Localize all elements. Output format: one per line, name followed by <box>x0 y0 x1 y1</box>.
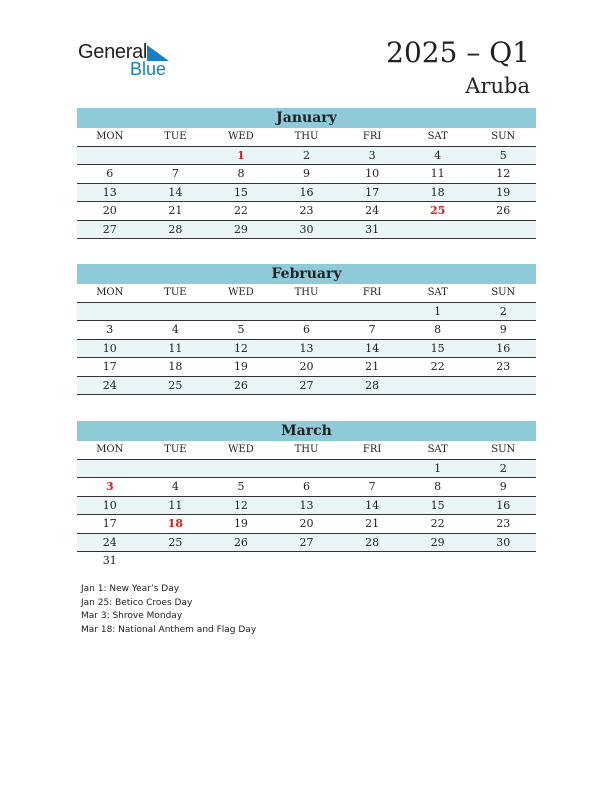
day-cell: 21 <box>168 204 183 217</box>
month-title: January <box>77 108 536 128</box>
holiday-date: 1 <box>237 148 245 162</box>
day-cell: 18 <box>430 185 445 199</box>
weekday-label: TUE <box>164 287 187 298</box>
day-cell: 8 <box>237 167 245 180</box>
day-cell: 11 <box>430 167 445 180</box>
day-cell: 14 <box>365 341 380 355</box>
day-cell: 1 <box>434 461 442 475</box>
weekday-label: FRI <box>362 444 382 455</box>
weekday-label: SAT <box>427 287 448 298</box>
month-january <box>77 108 536 239</box>
weekday-label: FRI <box>362 287 382 298</box>
week-row <box>77 147 536 166</box>
day-cell <box>274 460 340 478</box>
day-cell: 15 <box>430 341 445 355</box>
weekday-label: SUN <box>491 131 516 142</box>
day-cell: 5 <box>237 323 245 336</box>
week-row <box>77 478 536 497</box>
day-cell: 18 <box>168 360 183 373</box>
day-cell: 20 <box>102 204 117 217</box>
month-february <box>77 264 536 395</box>
weekday-label: SUN <box>491 287 516 298</box>
day-cell <box>208 303 274 321</box>
day-cell: 17 <box>102 517 117 530</box>
day-cell: 8 <box>434 323 442 336</box>
weekday-label: TUE <box>164 131 187 142</box>
day-cell: 16 <box>496 498 511 512</box>
day-cell: 17 <box>102 360 117 373</box>
day-cell: 20 <box>299 360 314 373</box>
day-cell: 13 <box>102 185 117 199</box>
day-cell: 23 <box>496 360 511 373</box>
day-cell: 10 <box>102 498 117 512</box>
day-cell: 19 <box>233 517 248 530</box>
day-cell: 30 <box>299 222 314 236</box>
day-cell: 26 <box>496 204 511 217</box>
day-cell <box>143 460 209 478</box>
day-cell: 12 <box>233 498 248 512</box>
day-cell <box>470 221 536 239</box>
day-cell: 1 <box>434 304 442 318</box>
holiday-notes <box>81 583 256 638</box>
day-cell: 4 <box>171 323 179 336</box>
day-cell <box>339 460 405 478</box>
day-cell: 9 <box>303 167 311 180</box>
week-row <box>77 497 536 516</box>
week-row <box>77 221 536 240</box>
month-title: February <box>77 264 536 284</box>
day-cell: 14 <box>365 498 380 512</box>
weekday-header-row <box>77 284 536 303</box>
day-cell: 9 <box>499 480 507 493</box>
day-cell: 4 <box>434 148 442 162</box>
day-cell: 10 <box>102 341 117 355</box>
weekday-label: WED <box>228 444 254 455</box>
day-cell <box>208 552 274 570</box>
day-cell: 22 <box>233 204 248 217</box>
day-cell: 4 <box>171 480 179 493</box>
day-cell <box>405 552 471 570</box>
day-cell <box>143 147 209 165</box>
week-row <box>77 377 536 396</box>
weekday-label: TUE <box>164 444 187 455</box>
day-cell: 8 <box>434 480 442 493</box>
day-cell: 7 <box>368 480 376 493</box>
day-cell <box>470 377 536 395</box>
logo-general-text: General <box>78 41 148 63</box>
month-title: March <box>77 421 536 441</box>
day-cell: 16 <box>496 341 511 355</box>
holiday-note: Mar 18: National Anthem and Flag Day <box>81 625 257 636</box>
day-cell: 20 <box>299 517 314 530</box>
weekday-header-row <box>77 128 536 147</box>
day-cell: 24 <box>365 204 380 217</box>
holiday-note: Mar 3: Shrove Monday <box>81 611 183 622</box>
weekday-label: THU <box>294 131 319 142</box>
day-cell: 7 <box>171 167 179 180</box>
day-cell: 13 <box>299 341 314 355</box>
weekday-label: SAT <box>427 444 448 455</box>
weekday-label: THU <box>294 444 319 455</box>
day-cell: 21 <box>365 517 380 530</box>
day-cell: 27 <box>299 378 314 392</box>
day-cell: 22 <box>430 517 445 530</box>
day-cell: 5 <box>499 148 507 162</box>
weekday-header-row <box>77 441 536 460</box>
week-row <box>77 340 536 359</box>
weekday-label: SUN <box>491 444 516 455</box>
generalblue-logo <box>78 42 166 78</box>
day-cell: 25 <box>168 378 183 392</box>
day-cell: 28 <box>168 222 183 236</box>
day-cell: 24 <box>102 535 117 549</box>
day-cell: 11 <box>168 341 183 355</box>
day-cell: 26 <box>233 378 248 392</box>
day-cell: 12 <box>496 167 511 180</box>
week-row <box>77 515 536 534</box>
day-cell: 14 <box>168 185 183 199</box>
day-cell <box>77 303 143 321</box>
week-row <box>77 303 536 322</box>
week-row <box>77 534 536 553</box>
holiday-note: Jan 25: Betico Croes Day <box>81 597 193 608</box>
logo-blue-text: Blue <box>130 59 167 79</box>
day-cell: 29 <box>430 535 445 549</box>
day-cell: 19 <box>496 185 511 199</box>
day-cell: 17 <box>365 185 380 199</box>
day-cell: 30 <box>496 535 511 549</box>
day-cell: 9 <box>499 323 507 336</box>
holiday-note: Jan 1: New Year’s Day <box>81 584 180 594</box>
day-cell: 29 <box>233 222 248 236</box>
day-cell: 26 <box>233 535 248 549</box>
day-cell <box>274 303 340 321</box>
weekday-label: FRI <box>362 131 382 142</box>
page-title: 2025 – Q1 <box>386 36 530 69</box>
day-cell: 19 <box>233 360 248 373</box>
day-cell: 31 <box>365 222 380 236</box>
week-row <box>77 165 536 184</box>
day-cell: 15 <box>430 498 445 512</box>
week-row <box>77 460 536 479</box>
day-cell: 31 <box>102 554 117 567</box>
day-cell: 2 <box>499 461 507 475</box>
day-cell: 10 <box>365 167 380 180</box>
day-cell: 28 <box>365 378 380 392</box>
day-cell: 6 <box>303 480 311 493</box>
day-cell: 11 <box>168 498 183 512</box>
week-row <box>77 358 536 377</box>
day-cell: 15 <box>233 185 248 199</box>
day-cell <box>208 460 274 478</box>
day-cell <box>77 460 143 478</box>
weekday-label: MON <box>96 444 124 455</box>
day-cell: 24 <box>102 378 117 392</box>
holiday-date: 18 <box>167 517 184 530</box>
day-cell: 5 <box>237 480 245 493</box>
day-cell <box>143 303 209 321</box>
day-cell: 7 <box>368 323 376 336</box>
week-row <box>77 202 536 221</box>
day-cell: 27 <box>299 535 314 549</box>
day-cell: 3 <box>368 148 376 162</box>
weekday-label: WED <box>228 131 254 142</box>
weekday-label: SAT <box>427 131 448 142</box>
day-cell: 16 <box>299 185 314 199</box>
holiday-date: 25 <box>430 204 446 217</box>
day-cell: 25 <box>168 535 183 549</box>
holiday-date: 3 <box>105 480 114 493</box>
day-cell <box>339 303 405 321</box>
day-cell <box>339 552 405 570</box>
day-cell <box>143 552 209 570</box>
day-cell: 3 <box>106 323 114 336</box>
day-cell <box>405 221 471 239</box>
weekday-label: WED <box>228 287 254 298</box>
day-cell: 2 <box>303 148 311 162</box>
weekday-label: MON <box>96 131 124 142</box>
month-march <box>77 421 536 570</box>
day-cell: 2 <box>499 304 507 318</box>
day-cell: 13 <box>299 498 314 512</box>
day-cell: 28 <box>365 535 380 549</box>
weekday-label: MON <box>96 287 124 298</box>
day-cell: 12 <box>233 341 248 355</box>
weekday-label: THU <box>294 287 319 298</box>
day-cell: 21 <box>365 360 380 373</box>
week-row <box>77 552 536 570</box>
week-row <box>77 184 536 203</box>
logo-triangle-icon <box>147 45 169 61</box>
day-cell: 22 <box>430 360 445 373</box>
day-cell: 6 <box>303 323 311 336</box>
day-cell <box>405 377 471 395</box>
day-cell: 23 <box>299 204 314 217</box>
day-cell: 27 <box>102 222 117 236</box>
week-row <box>77 321 536 340</box>
day-cell <box>77 147 143 165</box>
day-cell <box>274 552 340 570</box>
day-cell: 6 <box>106 167 114 180</box>
day-cell <box>470 552 536 570</box>
country-name: Aruba <box>465 74 530 98</box>
day-cell: 23 <box>496 517 511 530</box>
